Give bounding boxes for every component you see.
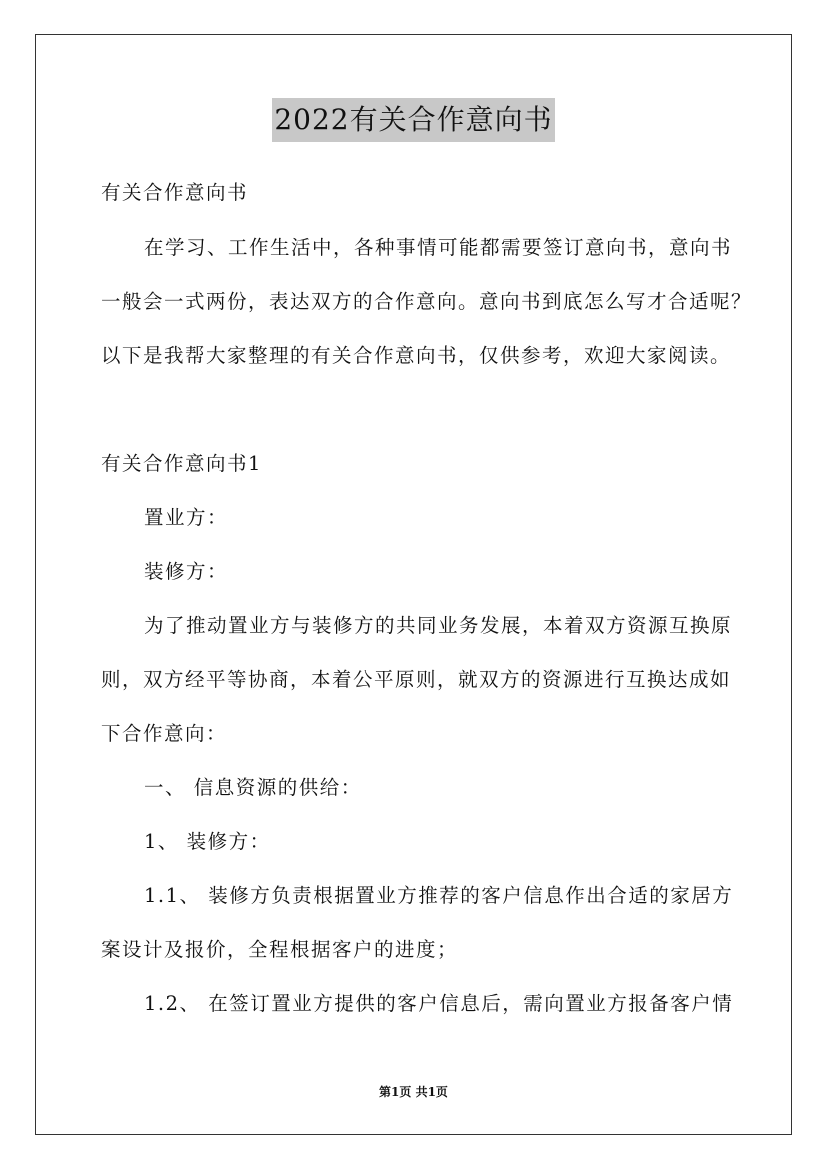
list-item: 一、 信息资源的供给：	[144, 776, 362, 799]
page-footer	[0, 1083, 827, 1101]
document-title: 2022有关合作意向书	[272, 98, 554, 142]
paragraph-line: 装修方：	[144, 560, 229, 583]
section-heading: 有关合作意向书1	[101, 452, 262, 475]
paragraph-line: 为了推动置业方与装修方的共同业务发展，本着双方资源互换原	[144, 614, 733, 637]
paragraph-line: 在学习、工作生活中，各种事情可能都需要签订意向书，意向书	[144, 236, 733, 259]
paragraph-line: 以下是我帮大家整理的有关合作意向书，仅供参考，欢迎大家阅读。	[101, 344, 732, 367]
paragraph-line: 则，双方经平等协商，本着公平原则，就双方的资源进行互换达成如	[101, 668, 732, 691]
list-item: 1、 装修方：	[144, 830, 271, 853]
document-title-wrapper	[0, 98, 827, 142]
page-number: 第1页 共1页	[379, 1085, 448, 1099]
section-heading: 有关合作意向书	[101, 181, 249, 204]
paragraph-line: 一般会一式两份，表达双方的合作意向。意向书到底怎么写才合适呢？	[101, 290, 753, 313]
paragraph-line: 案设计及报价，全程根据客户的进度；	[101, 938, 459, 961]
paragraph-line: 下合作意向：	[101, 722, 228, 745]
list-item: 1.2、 在签订置业方提供的客户信息后，需向置业方报备客户情	[144, 992, 734, 1015]
paragraph-line: 置业方：	[144, 506, 229, 529]
list-item: 1.1、 装修方负责根据置业方推荐的客户信息作出合适的家居方	[144, 884, 734, 907]
